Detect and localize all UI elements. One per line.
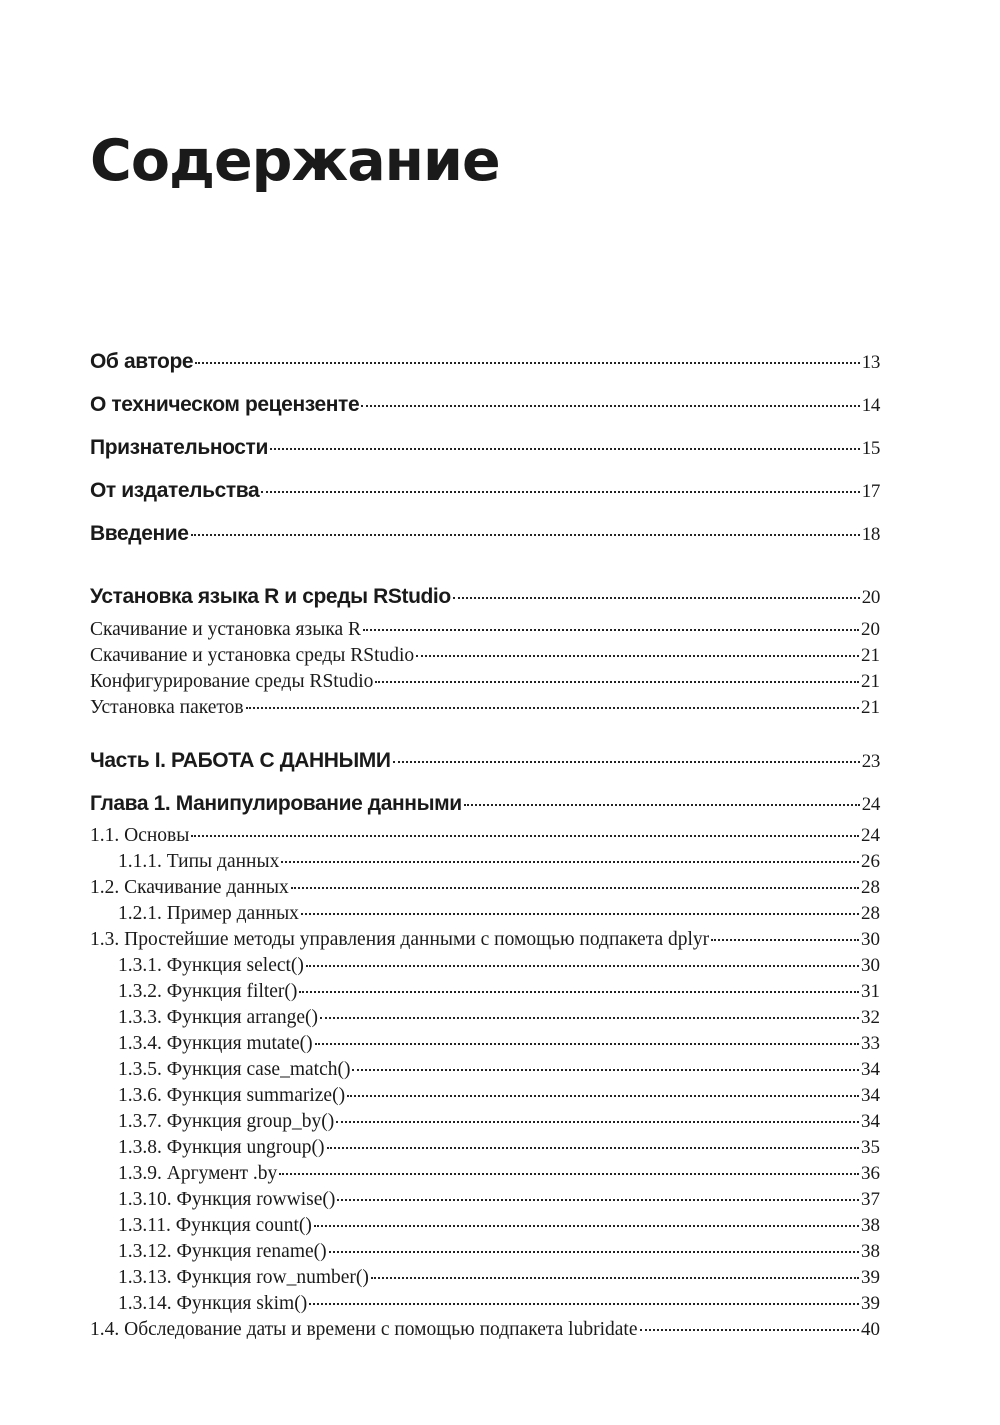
- dot-leader: [640, 1329, 860, 1331]
- toc-entry-label: От издательства: [90, 479, 260, 502]
- toc-entry-label: Установка пакетов: [90, 697, 244, 718]
- toc-entry-label: 1.3.7. Функция group_by(): [118, 1111, 335, 1132]
- toc-entry-page: 35: [861, 1137, 880, 1158]
- toc-entry-label: 1.1.1. Типы данных: [118, 851, 280, 872]
- toc-entry-page: 38: [861, 1215, 880, 1236]
- toc-entry-page: 40: [861, 1319, 880, 1340]
- dot-leader: [336, 1121, 859, 1123]
- toc-entry-page: 24: [861, 825, 880, 846]
- toc-entry-label: 1.2. Скачивание данных: [90, 877, 289, 898]
- toc-entry-page: 30: [861, 929, 880, 950]
- dot-leader: [315, 1043, 859, 1045]
- toc-entry-page: 15: [861, 438, 880, 459]
- toc-entry-label: 1.4. Обследование даты и времени с помощью подпакета lubridate: [90, 1319, 638, 1340]
- dot-leader: [299, 991, 859, 993]
- toc-entry-page: 17: [861, 481, 880, 502]
- toc-entry-label: 1.3.11. Функция count(): [118, 1215, 312, 1236]
- toc-entry-page: 13: [861, 352, 880, 373]
- toc-entry-label: 1.3.9. Аргумент .by: [118, 1163, 278, 1184]
- toc-entry-page: 21: [861, 697, 880, 718]
- dot-leader: [361, 405, 860, 407]
- toc-entry-label: 1.3.5. Функция case_match(): [118, 1059, 351, 1080]
- toc-entry[interactable]: [118, 955, 880, 977]
- toc-entry[interactable]: [90, 697, 880, 719]
- toc-entry-label: Скачивание и установка среды RStudio: [90, 645, 415, 666]
- toc-entry-label: Конфигурирование среды RStudio: [90, 671, 374, 692]
- toc-entry[interactable]: [118, 903, 880, 925]
- toc-entry-label: 1.3. Простейшие методы управления данными с помощью подпакета dplyr: [90, 929, 710, 950]
- page-title: Содержание: [90, 128, 500, 194]
- toc-entry[interactable]: [90, 749, 880, 773]
- dot-leader: [309, 1303, 859, 1305]
- dot-leader: [246, 707, 859, 709]
- toc-entry-page: 20: [861, 619, 880, 640]
- toc-entry[interactable]: [118, 1059, 880, 1081]
- toc-entry-label: 1.3.4. Функция mutate(): [118, 1033, 313, 1054]
- toc-entry-page: 18: [861, 524, 880, 545]
- dot-leader: [191, 534, 860, 536]
- toc-entry[interactable]: [90, 436, 880, 460]
- toc-entry-label: 1.2.1. Пример данных: [118, 903, 299, 924]
- toc-entry[interactable]: [118, 1111, 880, 1133]
- toc-entry-page: 36: [861, 1163, 880, 1184]
- toc-entry-page: 34: [861, 1085, 880, 1106]
- toc-entry-page: 37: [861, 1189, 880, 1210]
- toc-entry-label: Часть I. РАБОТА С ДАННЫМИ: [90, 749, 391, 772]
- toc-entry[interactable]: [90, 1319, 880, 1341]
- toc-entry-label: Об авторе: [90, 350, 194, 373]
- toc-entry-label: 1.3.3. Функция arrange(): [118, 1007, 318, 1028]
- dot-leader: [329, 1251, 859, 1253]
- dot-leader: [393, 761, 860, 763]
- dot-leader: [347, 1095, 859, 1097]
- dot-leader: [281, 861, 859, 863]
- dot-leader: [711, 939, 859, 941]
- toc-entry-label: 1.3.13. Функция row_number(): [118, 1267, 369, 1288]
- toc-entry-label: 1.3.10. Функция rowwise(): [118, 1189, 336, 1210]
- toc-entry[interactable]: [118, 1215, 880, 1237]
- dot-leader: [314, 1225, 859, 1227]
- toc-entry[interactable]: [118, 981, 880, 1003]
- toc-entry[interactable]: [90, 479, 880, 503]
- toc-entry-page: 39: [861, 1293, 880, 1314]
- toc-entry[interactable]: [118, 1189, 880, 1211]
- toc-entry-page: 39: [861, 1267, 880, 1288]
- dot-leader: [261, 491, 859, 493]
- toc-entry-page: 21: [861, 645, 880, 666]
- dot-leader: [327, 1147, 859, 1149]
- toc-entry-label: 1.3.2. Функция filter(): [118, 981, 298, 1002]
- toc-entry[interactable]: [90, 645, 880, 667]
- toc-entry-page: 34: [861, 1059, 880, 1080]
- toc-entry[interactable]: [118, 1267, 880, 1289]
- toc-entry[interactable]: [118, 1293, 880, 1315]
- toc-entry[interactable]: [118, 851, 880, 873]
- toc-entry-page: 23: [861, 751, 880, 772]
- toc-entry-label: Введение: [90, 522, 189, 545]
- dot-leader: [416, 655, 859, 657]
- toc-entry-label: 1.3.1. Функция select(): [118, 955, 304, 976]
- toc-entry[interactable]: [90, 825, 880, 847]
- toc-entry-label: Признательности: [90, 436, 268, 459]
- toc-entry-label: 1.3.6. Функция summarize(): [118, 1085, 346, 1106]
- toc-entry[interactable]: [90, 585, 880, 609]
- toc-entry[interactable]: [118, 1085, 880, 1107]
- dot-leader: [195, 362, 860, 364]
- toc-entry[interactable]: [118, 1007, 880, 1029]
- dot-leader: [371, 1277, 859, 1279]
- toc-entry-page: 30: [861, 955, 880, 976]
- dot-leader: [301, 913, 859, 915]
- toc-entry[interactable]: [90, 393, 880, 417]
- toc-entry[interactable]: [118, 1163, 880, 1185]
- dot-leader: [375, 681, 859, 683]
- toc-entry-page: 38: [861, 1241, 880, 1262]
- toc-entry-label: Установка языка R и среды RStudio: [90, 585, 451, 608]
- dot-leader: [279, 1173, 859, 1175]
- toc-entry[interactable]: [118, 1241, 880, 1263]
- toc-entry-label: Скачивание и установка языка R: [90, 619, 362, 640]
- dot-leader: [464, 804, 860, 806]
- toc-entry-page: 28: [861, 877, 880, 898]
- dot-leader: [191, 835, 859, 837]
- toc-entry-page: 20: [861, 587, 880, 608]
- toc-entry[interactable]: [90, 619, 880, 641]
- toc-entry-page: 24: [861, 794, 880, 815]
- toc-entry-label: 1.3.12. Функция rename(): [118, 1241, 327, 1262]
- toc-entry-label: Глава 1. Манипулирование данными: [90, 792, 462, 815]
- dot-leader: [306, 965, 859, 967]
- toc-entry-page: 34: [861, 1111, 880, 1132]
- dot-leader: [363, 629, 859, 631]
- toc-entry-label: 1.1. Основы: [90, 825, 190, 846]
- toc-entry-page: 28: [861, 903, 880, 924]
- toc-entry[interactable]: [90, 792, 880, 816]
- dot-leader: [270, 448, 860, 450]
- toc-entry[interactable]: [90, 671, 880, 693]
- toc-entry-page: 14: [861, 395, 880, 416]
- toc-entry[interactable]: [90, 350, 880, 374]
- toc-entry-label: 1.3.14. Функция skim(): [118, 1293, 308, 1314]
- toc-entry[interactable]: [90, 929, 880, 951]
- dot-leader: [453, 597, 860, 599]
- toc-entry[interactable]: [90, 522, 880, 546]
- toc-entry[interactable]: [90, 877, 880, 899]
- toc-entry[interactable]: [118, 1033, 880, 1055]
- toc-entry-label: 1.3.8. Функция ungroup(): [118, 1137, 325, 1158]
- toc-entry[interactable]: [118, 1137, 880, 1159]
- toc-entry-page: 26: [861, 851, 880, 872]
- toc-entry-page: 33: [861, 1033, 880, 1054]
- dot-leader: [337, 1199, 859, 1201]
- dot-leader: [352, 1069, 859, 1071]
- toc-entry-page: 31: [861, 981, 880, 1002]
- toc-entry-label: О техническом рецензенте: [90, 393, 360, 416]
- toc-entry-page: 21: [861, 671, 880, 692]
- dot-leader: [320, 1017, 859, 1019]
- toc-entry-page: 32: [861, 1007, 880, 1028]
- dot-leader: [291, 887, 859, 889]
